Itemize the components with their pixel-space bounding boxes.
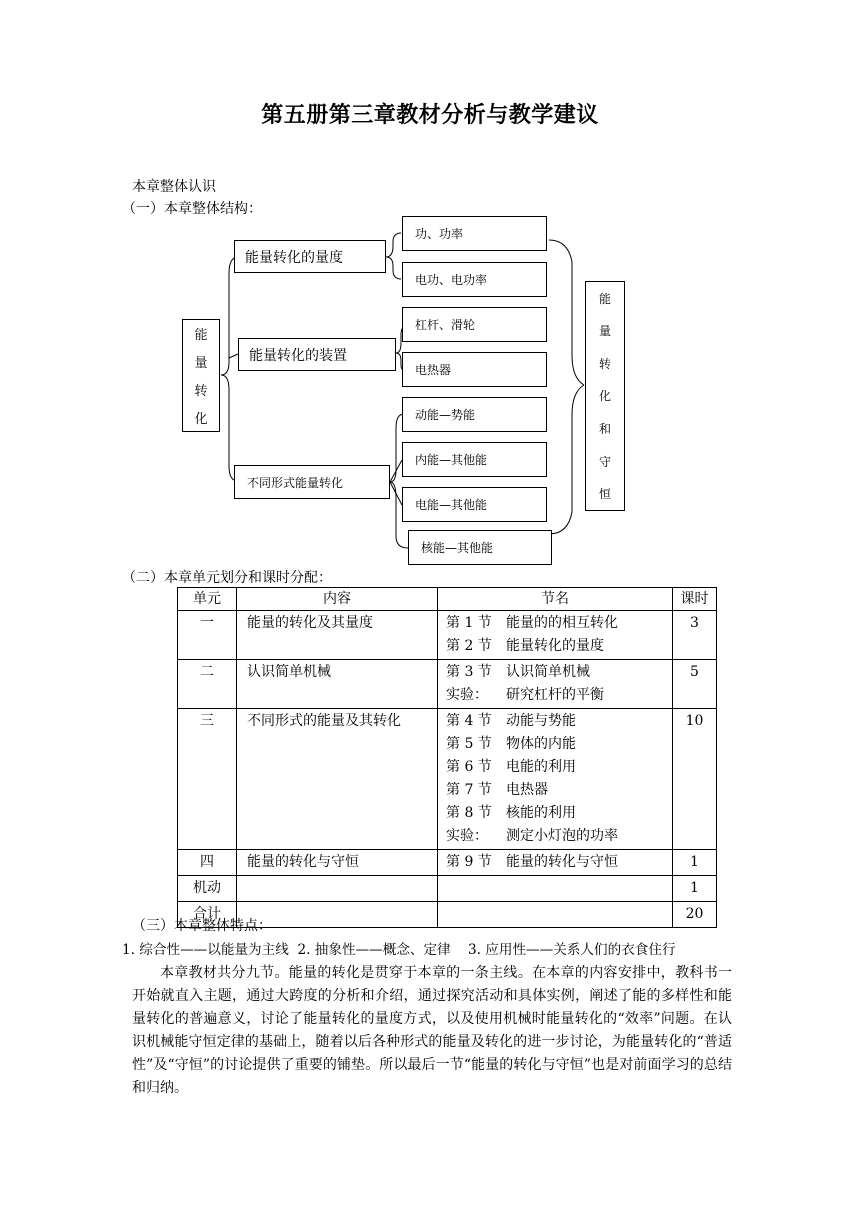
- allocation-heading: （二）本章单元划分和课时分配：: [122, 570, 332, 586]
- item-work-power: 功、功率: [402, 216, 547, 251]
- g1-bracket-bottom: [386, 257, 401, 279]
- root-node: [182, 319, 220, 432]
- cell-unit: 机动: [178, 876, 237, 902]
- header-sections: 节名: [438, 588, 673, 611]
- conclusion-char: 守: [598, 454, 611, 469]
- cell-unit: 三: [178, 709, 237, 850]
- table-row: [178, 876, 717, 902]
- item-nuclear-other: 核能—其他能: [408, 530, 552, 565]
- g1-bracket-top: [386, 233, 401, 257]
- section-item: [446, 661, 668, 684]
- g3-bracket-mid1: [390, 460, 402, 482]
- g3-bracket-mid2: [390, 482, 402, 505]
- cell-hours: 20: [673, 902, 717, 928]
- cell-unit: 二: [178, 660, 237, 709]
- cell-hours: 1: [673, 876, 717, 902]
- cell-content: 能量的转化与守恒: [237, 850, 438, 876]
- cell-sections: [438, 850, 673, 876]
- section-item: [446, 733, 668, 756]
- section-item: [446, 802, 668, 825]
- section-title: 认识简单机械: [506, 664, 590, 680]
- section-number: 第 3 节: [446, 664, 492, 680]
- header-unit: 单元: [178, 588, 237, 611]
- root-char: 量: [194, 356, 208, 372]
- root-char: 转: [194, 383, 208, 399]
- cell-sections: [438, 611, 673, 660]
- section-item: [446, 684, 668, 707]
- conclusion-char: 恒: [598, 487, 611, 502]
- section-title: 物体的内能: [506, 736, 576, 752]
- section-title: 电热器: [506, 782, 548, 798]
- right-brace-upper: [549, 240, 584, 385]
- section-title: 核能的利用: [506, 805, 576, 821]
- section-item: [446, 825, 668, 848]
- item-kinetic-potential: 动能—势能: [402, 397, 547, 432]
- right-brace-lower: [549, 385, 584, 534]
- body-paragraph: 本章教材共分九节。能量的转化是贯穿于本章的一条主线。在本章的内容安排中，教科书一开始就直入主题，通过大跨度的分析和介绍，通过探究活动和具体实例，阐述了能的多样性和能量转化的普遍意义，讨论了能量转化的量度方式，以及使用机械时能量转化的“效率”问题。在认识机械能守恒定律的基础上，随着以后各种形式的能量及转化的进一步讨论，为能量转化的“普适性”及“守恒”的讨论提供了重要的铺垫。所以最后一节“能量的转化与守恒”也是对前面学习的总结和归纳。: [132, 965, 732, 1096]
- overview-heading: 本章整体认识: [132, 179, 216, 195]
- section-title: 电能的利用: [506, 759, 576, 775]
- cell-sections: [438, 709, 673, 850]
- cell-unit: 四: [178, 850, 237, 876]
- cell-unit: 合计: [178, 902, 237, 928]
- section-item: [446, 779, 668, 802]
- section-title: 动能与势能: [506, 713, 576, 729]
- conclusion-char: 化: [598, 389, 611, 404]
- cell-hours: 3: [673, 611, 717, 660]
- section-item: [446, 612, 668, 635]
- group-forms: 不同形式能量转化: [234, 465, 390, 499]
- item-heater: 电热器: [402, 352, 547, 387]
- cell-content: [237, 876, 438, 902]
- features-line: 1. 综合性——以能量为主线 2. 抽象性——概念、定律 3. 应用性——关系人们的衣食住行: [122, 942, 676, 958]
- conclusion-char: 能: [598, 291, 611, 306]
- section-item: [446, 710, 668, 733]
- section-item: [446, 756, 668, 779]
- cell-content: 认识简单机械: [237, 660, 438, 709]
- cell-unit: 一: [178, 611, 237, 660]
- root-char: 化: [194, 411, 208, 427]
- conclusion-node: [585, 281, 625, 511]
- section-item: [446, 851, 668, 874]
- unit-allocation-table: [177, 587, 717, 928]
- table-row: [178, 611, 717, 660]
- cell-hours: 1: [673, 850, 717, 876]
- table-row: [178, 850, 717, 876]
- section-number: 第 8 节: [446, 805, 492, 821]
- header-hours: 课时: [673, 588, 717, 611]
- cell-sections: [438, 876, 673, 902]
- section-number: 第 6 节: [446, 759, 492, 775]
- cell-sections: [438, 902, 673, 928]
- section-number: 第 7 节: [446, 782, 492, 798]
- table-header-row: [178, 588, 717, 611]
- section-title: 能量转化的量度: [506, 638, 604, 654]
- section-title: 测定小灯泡的功率: [506, 828, 618, 844]
- section-number: 第 9 节: [446, 854, 492, 870]
- table-row: [178, 660, 717, 709]
- structure-heading: （一）本章整体结构：: [122, 201, 262, 217]
- root-bracket-upper: [221, 257, 238, 375]
- item-lever-pulley: 杠杆、滑轮: [402, 307, 547, 342]
- section-title: 能量的的相互转化: [506, 615, 618, 631]
- root-char: 能: [194, 328, 208, 344]
- section-number: 实验：: [446, 828, 488, 844]
- section-number: 第 5 节: [446, 736, 492, 752]
- conclusion-char: 和: [598, 422, 611, 437]
- root-bracket-middle: [229, 354, 238, 358]
- cell-hours: 10: [673, 709, 717, 850]
- item-electric-work: 电功、电功率: [402, 262, 547, 297]
- cell-hours: 5: [673, 660, 717, 709]
- table-row: [178, 709, 717, 850]
- section-number: 第 1 节: [446, 615, 492, 631]
- item-internal-other: 内能—其他能: [402, 442, 547, 477]
- section-title: 研究杠杆的平衡: [506, 687, 604, 703]
- cell-content: 不同形式的能量及其转化: [237, 709, 438, 850]
- features-heading: （三）本章整体特点：: [132, 918, 272, 934]
- section-number: 第 2 节: [446, 638, 492, 654]
- item-electric-other: 电能—其他能: [402, 487, 547, 522]
- section-number: 第 4 节: [446, 713, 492, 729]
- conclusion-char: 转: [598, 356, 611, 371]
- header-content: 内容: [237, 588, 438, 611]
- conclusion-char: 量: [598, 324, 611, 339]
- page-title: 第五册第三章教材分析与教学建议: [261, 103, 599, 128]
- section-title: 能量的转化与守恒: [506, 854, 618, 870]
- group-device: 能量转化的装置: [238, 338, 396, 371]
- cell-content: 能量的转化及其量度: [237, 611, 438, 660]
- section-item: [446, 635, 668, 658]
- group-measure: 能量转化的量度: [234, 240, 386, 273]
- section-number: 实验：: [446, 687, 488, 703]
- cell-sections: [438, 660, 673, 709]
